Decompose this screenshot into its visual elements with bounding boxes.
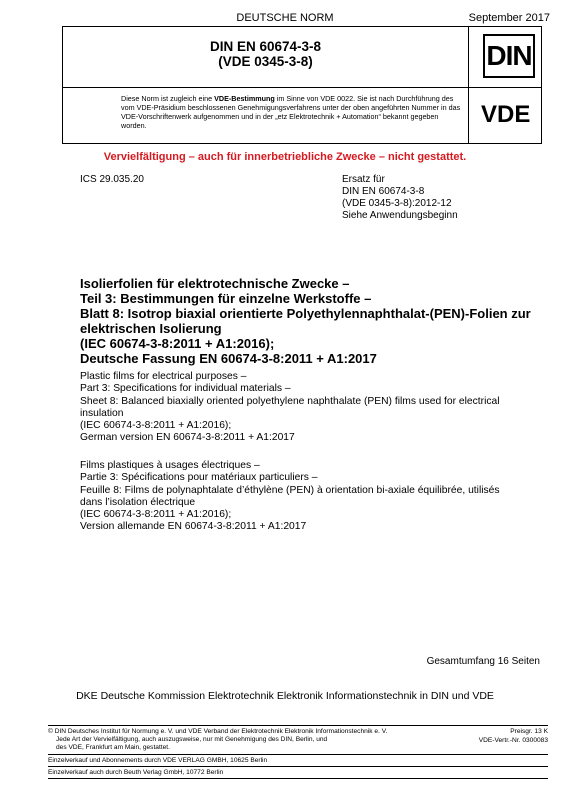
- german-title-line: Isolierfolien für elektrotechnische Zwecke –: [80, 276, 350, 291]
- din-logo: DIN: [483, 34, 535, 78]
- german-title-line: elektrischen Isolierung: [80, 321, 222, 336]
- english-title-line: Sheet 8: Balanced biaxially oriented polyethylene naphthalate (PEN) films used for electrical: [80, 395, 500, 407]
- replacement-line: (VDE 0345-3-8):2012-12: [342, 198, 452, 209]
- french-title-line: (IEC 60674-3-8:2011 + A1:2016);: [80, 509, 232, 521]
- vde-notice-bold: VDE-Bestimmung: [214, 94, 275, 103]
- vde-notice: [121, 94, 461, 130]
- standard-number-vde: (VDE 0345-3-8): [218, 54, 313, 69]
- price-group: Preisgr. 13 K: [510, 728, 548, 735]
- title-box-divider-vertical: [468, 27, 469, 143]
- english-title-line: insulation: [80, 407, 124, 419]
- footer-rule-top: [48, 725, 548, 726]
- vde-logo: VDE: [481, 101, 531, 128]
- english-title-line: Part 3: Specifications for individual materials –: [80, 383, 291, 395]
- footer-rule-bottom: [48, 778, 548, 779]
- english-title: [80, 371, 540, 445]
- publication-date: September 2017: [468, 12, 550, 24]
- german-title-line: (IEC 60674-3-8:2011 + A1:2016);: [80, 336, 275, 351]
- replacement-line: Ersatz für: [342, 174, 385, 185]
- french-title-line: Partie 3: Spécifications pour matériaux particuliers –: [80, 472, 318, 484]
- english-title-line: Plastic films for electrical purposes –: [80, 371, 247, 382]
- french-title-line: Version allemande EN 60674-3-8:2011 + A1:2017: [80, 521, 307, 533]
- copy-warning: Vervielfältigung – auch für innerbetriebliche Zwecke – nicht gestattet.: [103, 151, 467, 163]
- copyright-line: © DIN Deutsches Institut für Normung e. V. und VDE Verband der Elektrotechnik Elektronik Informationstechnik e. V.: [48, 728, 388, 735]
- footer-rule-lower: [48, 766, 548, 767]
- german-title-line: Deutsche Fassung EN 60674-3-8:2011 + A1:2017: [80, 351, 377, 366]
- french-title-line: Feuille 8: Films de polynaphtalate d’éthylène (PEN) à orientation bi-axiale équilibrée, utilisés: [80, 484, 500, 496]
- german-title: [80, 276, 540, 366]
- page-count: Gesamtumfang 16 Seiten: [426, 656, 540, 667]
- french-title-line: dans l’isolation électrique: [80, 496, 196, 508]
- german-title-line: Teil 3: Bestimmungen für einzelne Werkstoffe –: [80, 291, 372, 306]
- order-number: VDE-Vertr.-Nr. 0300083: [478, 736, 548, 744]
- footer-rule-middle: [48, 754, 548, 755]
- sale-vde: Einzelverkauf und Abonnements durch VDE VERLAG GMBH, 10625 Berlin: [48, 757, 268, 764]
- title-box-divider-horizontal: [63, 87, 541, 88]
- standard-number: [63, 39, 468, 69]
- vde-notice-part1: Diese Norm ist zugleich eine: [121, 94, 215, 103]
- dke-line: DKE Deutsche Kommission Elektrotechnik Elektronik Informationstechnik in DIN und VDE: [76, 690, 494, 702]
- copyright-line: des VDE, Frankfurt am Main, gestattet.: [56, 744, 170, 751]
- replacement-line: Siehe Anwendungsbeginn: [342, 210, 458, 221]
- french-title: [80, 460, 540, 534]
- price-info: [479, 728, 548, 745]
- french-title-line: Films plastiques à usages électriques –: [80, 460, 260, 471]
- copyright-line: Jede Art der Vervielfältigung, auch auszugsweise, nur mit Genehmigung des DIN, Berlin, und: [56, 736, 328, 743]
- vde-notice-part2: im Sinne von VDE 0022. Sie ist nach Durchführung des vom VDE-Präsidium beschlossenen Genehmigungsverfahrens unter der oben angeführten Nummer in das VDE-Vorschriftenwerk aufgenommen und in der „etz Elektrotechnik + Automation“ bekannt gegeben worden.: [121, 94, 461, 130]
- ics-code: ICS 29.035.20: [80, 174, 144, 185]
- german-title-line: Blatt 8: Isotrop biaxial orientierte Polyethylennaphthalat-(PEN)-Folien zur: [80, 306, 531, 321]
- title-box: [62, 26, 542, 144]
- copyright-notice: [48, 728, 468, 752]
- norm-label: DEUTSCHE NORM: [236, 12, 334, 24]
- standard-number-din: DIN EN 60674-3-8: [209, 39, 322, 54]
- replacement-line: DIN EN 60674-3-8: [342, 186, 425, 197]
- english-title-line: (IEC 60674-3-8:2011 + A1:2016);: [80, 420, 232, 432]
- english-title-line: German version EN 60674-3-8:2011 + A1:2017: [80, 432, 295, 444]
- sale-beuth: Einzelverkauf auch durch Beuth Verlag GmbH, 10772 Berlin: [48, 769, 224, 776]
- replacement-info: [342, 174, 458, 222]
